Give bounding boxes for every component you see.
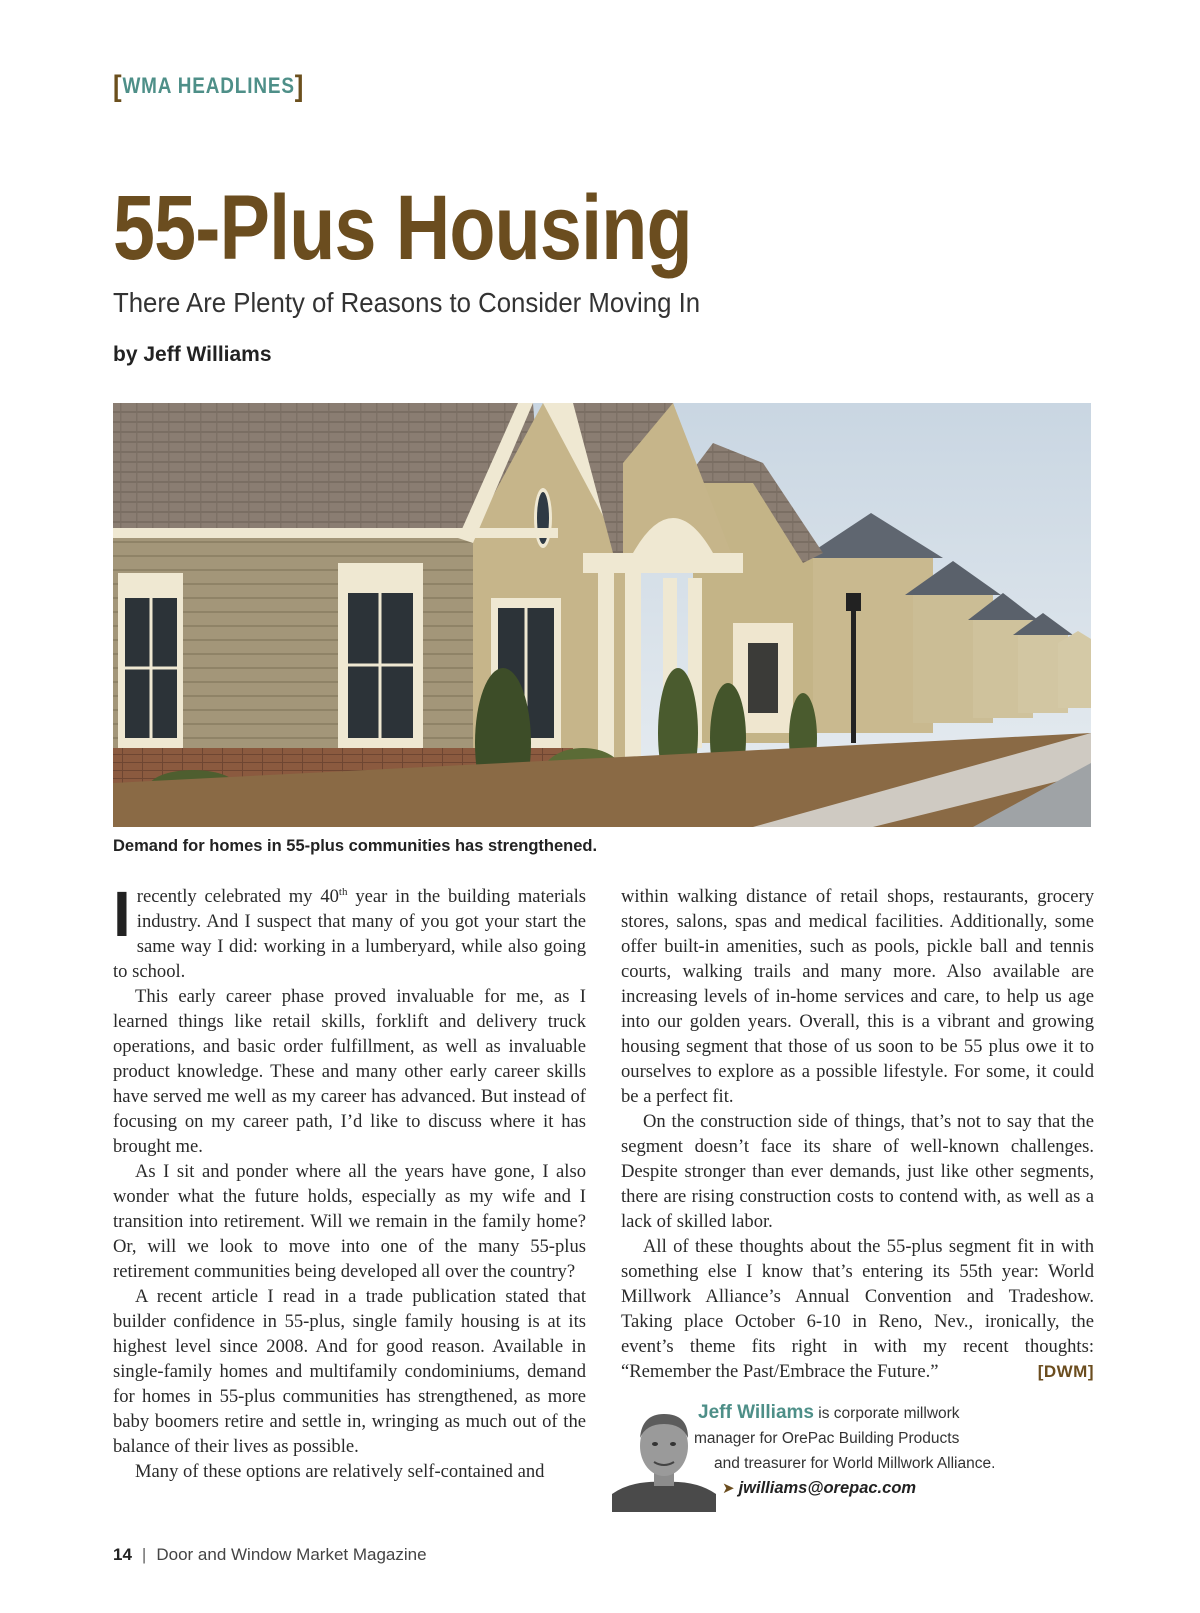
article-paragraph: within walking distance of retail shops, restaurants, grocery stores, salons, spas and medical facilities. Additionally, some offer built-in amenities, such as pools, pickle ball and tennis courts, walking trails and many more. Also available are increasing levels of in-home services and care, to help us age into our golden years. Overall, this is a vibrant and growing housing segment that those of us soon to be 55 plus owe it to ourselves to explore as a possible lifestyle. For some, it could be a perfect fit. <box>621 886 1094 1107</box>
page-footer <box>113 1545 427 1565</box>
article-paragraph <box>113 878 586 984</box>
houses-illustration <box>113 403 1091 827</box>
article-paragraph: On the construction side of things, that’s not to say that the segment doesn’t face its share of well-known challenges. Despite stronger than ever demands, just like other segments, there are rising construction costs to contend with, as well as a lack of skilled labor. <box>621 1111 1094 1232</box>
article-paragraph: As I sit and ponder where all the years have gone, I also wonder what the future holds, especially as my wife and I transition into retirement. Will we remain in the family home? Or, will we look to move into one of the many 55-plus retirement communities being developed all over the country? <box>113 1161 586 1282</box>
article-paragraph: Many of these options are relatively self-contained and <box>135 1461 545 1482</box>
bio-line-2: manager for OrePac Building Products <box>694 1430 960 1447</box>
drop-cap: I <box>113 878 131 950</box>
article-paragraph: A recent article I read in a trade publication stated that builder confidence in 55-plus, single family housing is at its highest level since 2008. And for good reason. Available in single-family homes and multifamily condominiums, demand for homes in 55-plus communities has strengthened, as more baby boomers retire and settle in, wringing as much out of the balance of their lives as possible. <box>113 1286 586 1457</box>
bio-author-name: Jeff Williams <box>698 1402 814 1423</box>
arrow-right-icon: ➤ <box>722 1480 735 1497</box>
bio-line-3: and treasurer for World Millwork Alliance. <box>714 1455 996 1472</box>
article-column-1 <box>113 878 586 1484</box>
end-mark: [DWM] <box>1037 1362 1094 1381</box>
article-subtitle: There Are Plenty of Reasons to Consider Moving In <box>113 287 701 318</box>
section-tag-label: WMA HEADLINES <box>122 73 295 98</box>
bracket-open: [ <box>113 70 123 103</box>
paragraph-text: All of these thoughts about the 55-plus segment fit in with something else I know that’s entering its 55th year: World Millwork Alliance’s Annual Convention and Tradeshow. Taking place October 6-10 in Reno, Nev., ironically, the event’s theme fits right in with my recent thoughts: “Remember the Past/Embrace the Future.” <box>621 1236 1094 1382</box>
bracket-close: ] <box>294 70 305 103</box>
bio-line-1 <box>698 1402 960 1424</box>
article-title: 55-Plus Housing <box>113 177 692 279</box>
article-paragraph <box>621 1234 1094 1384</box>
bio-email-line <box>722 1479 916 1498</box>
paragraph-text: year in the building materials industry. And I suspect that many of you got your start the same way I did: working in a lumberyard, while also going to school. <box>113 886 586 982</box>
section-tag <box>113 70 304 104</box>
bio-role-text: is corporate millwork <box>813 1405 960 1422</box>
article-photo <box>113 403 1091 827</box>
article-paragraph: This early career phase proved invaluable for me, as I learned things like retail skills, forklift and delivery truck operations, and basic order fulfillment, as well as invaluable product knowledge. These and many other early career skills have served me well as my career has advanced. But instead of focusing on my career path, I’d like to discuss where it has brought me. <box>113 986 586 1157</box>
footer-separator: | <box>141 1545 147 1564</box>
author-email-link[interactable]: jwilliams@orepac.com <box>738 1479 917 1497</box>
article-column-2 <box>621 884 1094 1384</box>
photo-caption: Demand for homes in 55-plus communities has strengthened. <box>113 837 598 855</box>
page-number: 14 <box>113 1545 132 1564</box>
article-byline: by Jeff Williams <box>113 343 272 366</box>
publication-name: Door and Window Market Magazine <box>156 1545 427 1564</box>
ordinal-suffix: th <box>338 885 348 898</box>
paragraph-text: recently celebrated my 40 <box>136 886 339 907</box>
author-bio <box>612 1402 1092 1512</box>
